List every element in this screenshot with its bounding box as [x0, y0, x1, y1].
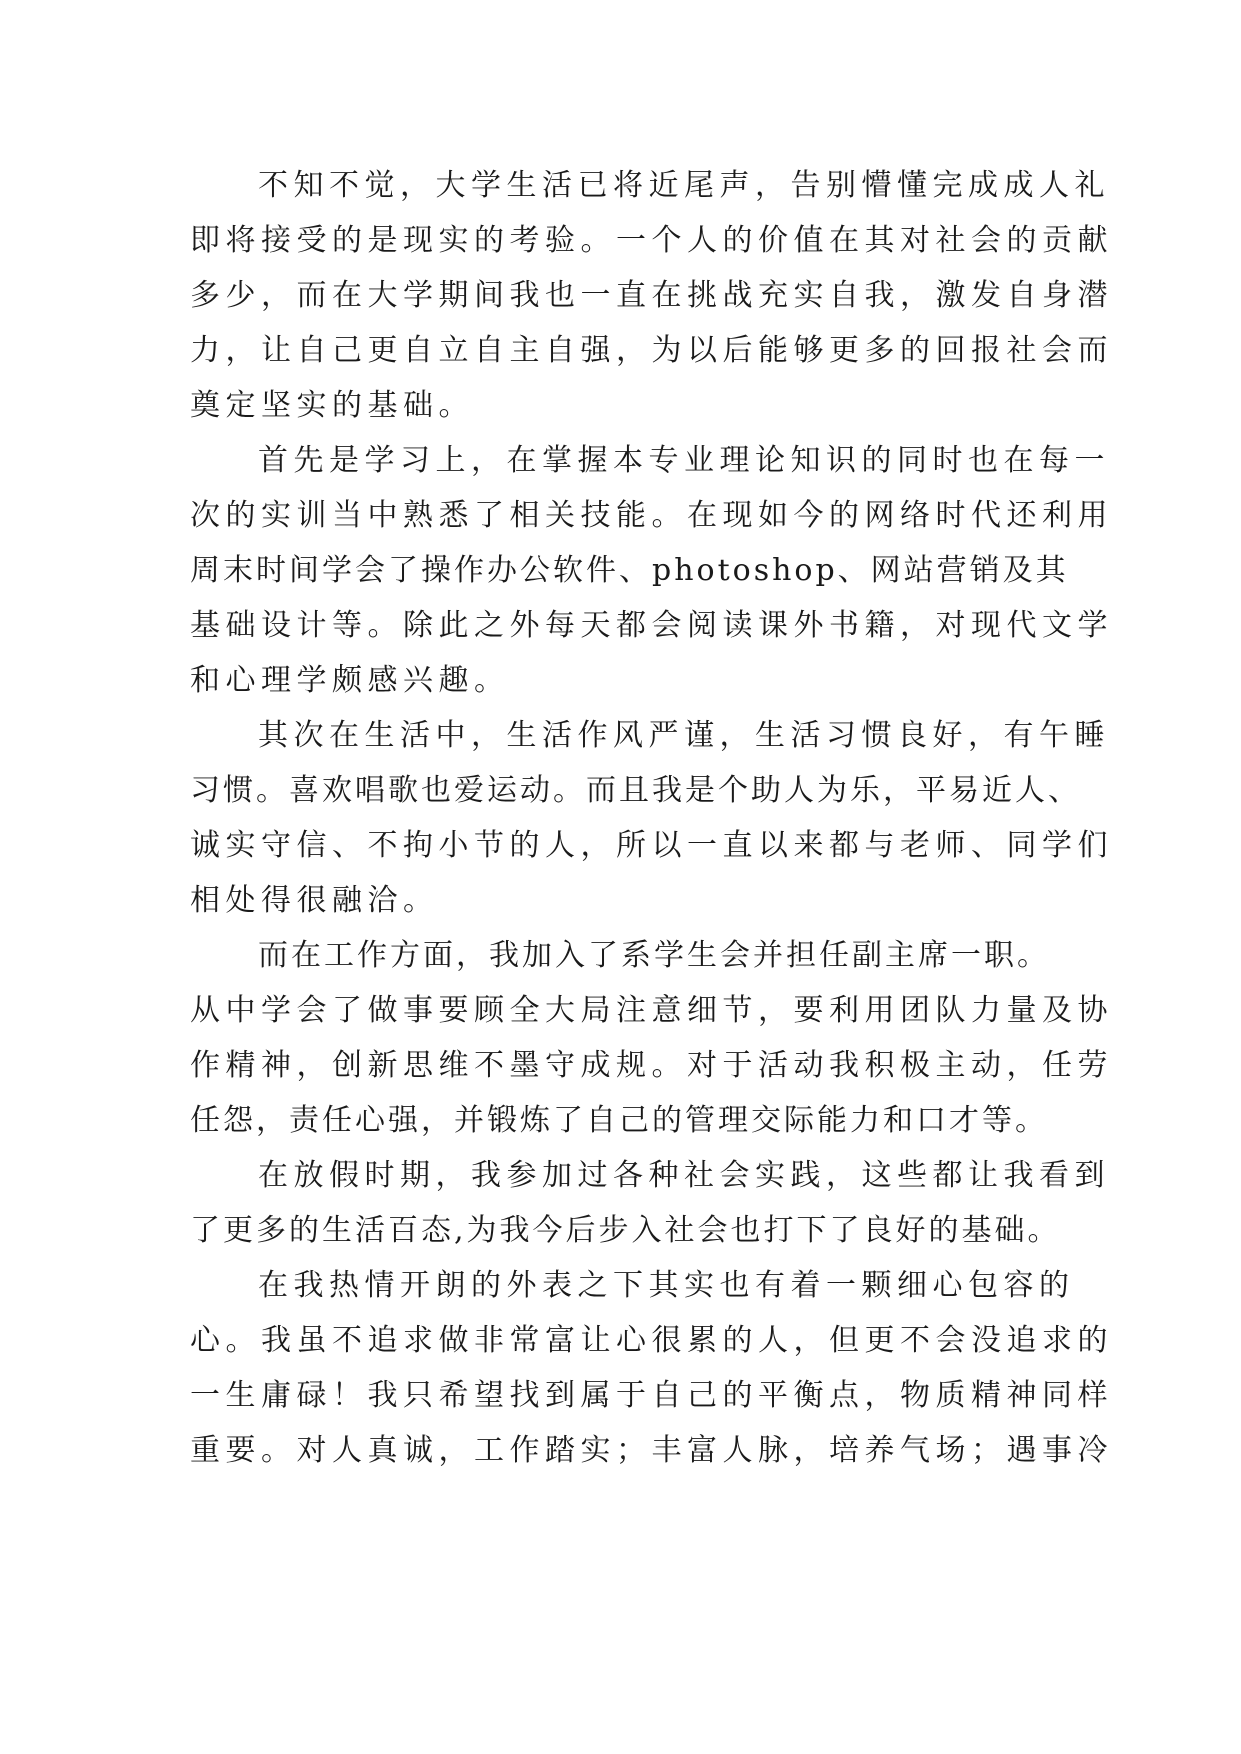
paragraph-5	[190, 1148, 1110, 1258]
text-line: 一生庸碌！我只希望找到属于自己的平衡点，物质精神同样	[190, 1378, 1113, 1413]
text-line: 首先是学习上，在掌握本专业理论知识的同时也在每一	[258, 443, 1110, 478]
text-line: 力，让自己更自立自主自强，为以后能够更多的回报社会而	[190, 333, 1113, 368]
text-line: 基础设计等。除此之外每天都会阅读课外书籍，对现代文学	[190, 608, 1113, 643]
paragraph-1	[190, 158, 1113, 433]
text-line: 周末时间学会了操作办公软件、photoshop、网站营销及其	[190, 553, 1069, 588]
paragraph-3	[190, 708, 1113, 928]
text-line: 在我热情开朗的外表之下其实也有着一颗细心包容的	[258, 1268, 1075, 1303]
text-line: 奠定坚实的基础。	[190, 388, 474, 423]
text-line: 诚实守信、不拘小节的人，所以一直以来都与老师、同学们	[190, 828, 1113, 863]
text-line: 作精神，创新思维不墨守成规。对于活动我积极主动，任劳	[190, 1048, 1113, 1083]
text-line: 而在工作方面，我加入了系学生会并担任副主席一职。	[258, 938, 1050, 973]
text-line: 习惯。喜欢唱歌也爱运动。而且我是个助人为乐，平易近人、	[190, 773, 1081, 808]
text-line: 从中学会了做事要顾全大局注意细节，要利用团队力量及协	[190, 993, 1113, 1028]
paragraph-2	[190, 433, 1113, 708]
text-line: 在放假时期，我参加过各种社会实践，这些都让我看到	[258, 1158, 1110, 1193]
text-line: 多少，而在大学期间我也一直在挑战充实自我，激发自身潜	[190, 278, 1113, 313]
text-line: 任怨，责任心强，并锻炼了自己的管理交际能力和口才等。	[190, 1103, 1048, 1138]
text-line: 不知不觉，大学生活已将近尾声，告别懵懂完成成人礼	[258, 168, 1110, 203]
text-line: 心。我虽不追求做非常富让心很累的人，但更不会没追求的	[190, 1323, 1113, 1358]
paragraph-6	[190, 1258, 1113, 1478]
text-line: 相处得很融洽。	[190, 883, 439, 918]
text-line: 即将接受的是现实的考验。一个人的价值在其对社会的贡献	[190, 223, 1113, 258]
text-line: 重要。对人真诚，工作踏实；丰富人脉，培养气场；遇事冷	[190, 1433, 1113, 1468]
text-line: 其次在生活中，生活作风严谨，生活习惯良好，有午睡	[258, 718, 1110, 753]
text-line: 了更多的生活百态,为我今后步入社会也打下了良好的基础。	[190, 1213, 1061, 1248]
paragraph-4	[190, 928, 1113, 1148]
text-line: 次的实训当中熟悉了相关技能。在现如今的网络时代还利用	[190, 498, 1113, 533]
document-body	[190, 158, 1113, 1478]
text-line: 和心理学颇感兴趣。	[190, 663, 510, 698]
